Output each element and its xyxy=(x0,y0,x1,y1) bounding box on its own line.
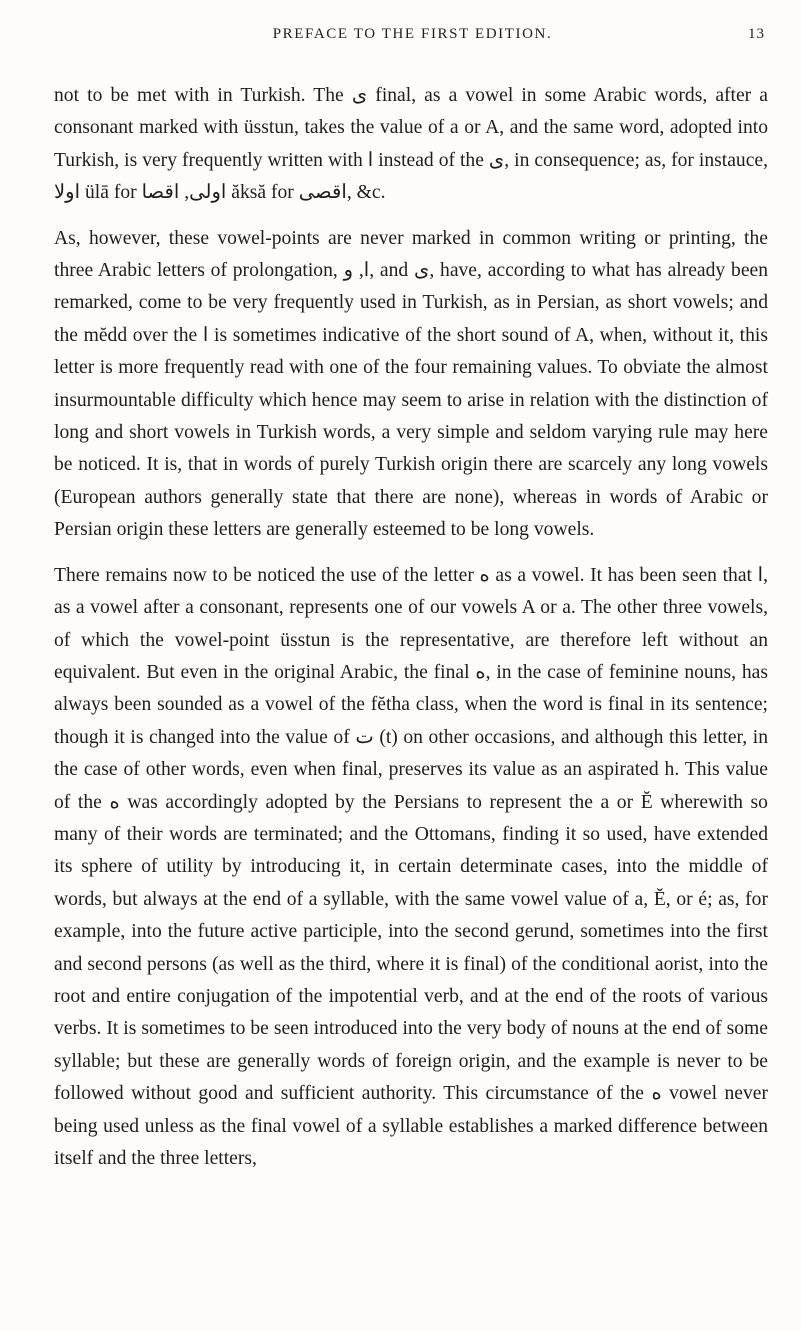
paragraph: As, however, these vowel-points are never marked in common writing or printing, the three Arabic letters of prolongation, ا, و, and ى, have, according to what has already been remarked, come to be very frequently used in Turkish, as in Persian, as short vowels; and the mĕdd over the ا is sometimes indicative of the short sound of A, when, without it, this letter is more frequently read with one of the four remaining values. To obviate the almost insurmountable difficulty which hence may seem to arise in relation with the distinction of long and short vowels in Turkish words, a very simple and seldom varying rule may here be noticed. It is, that in words of purely Turkish origin there are scarcely any long vowels (European authors generally state that there are none), whereas in words of Arabic or Persian origin these letters are generally esteemed to be long vowels. xyxy=(54,227,769,541)
paragraph: not to be met with in Turkish. The ى final, as a vowel in some Arabic words, after a consonant marked with üsstun, takes the value of a or A, and the same word, adopted into Turkish, is very frequently written with ا instead of the ى, in consequence; as, for instauce, اولا ülā for اولى, اقصا ăksă for اقصى, &c. xyxy=(54,85,768,204)
running-head: PREFACE TO THE FIRST EDITION. xyxy=(272,26,553,42)
body-text xyxy=(54,80,768,1175)
paragraph: There remains now to be noticed the use of the letter ه as a vowel. It has been seen that ا, as a vowel after a consonant, represents one of our vowels A or a. The other three vowels, of which the vowel-point üsstun is the representative, are therefore left without an equivalent. But even in the original Arabic, the final ه, in the case of feminine nouns, has always been sounded as a vowel of the fĕtha class, when the word is final in its sentence; though it is changed into the value of ت (t) on other occasions, and although this letter, in the case of other words, even when final, preserves its value as an aspirated h. This value of the ه was accordingly adopted by the Persians to represent the a or Ĕ wherewith so many of their words are terminated; and the Ottomans, finding it so used, have extended its sphere of utility by introducing it, in certain determinate cases, into the middle of words, but always at the end of a syllable, with the same vowel value of a, Ĕ, or é; as, for example, into the future active participle, into the second gerund, sometimes into the first and second persons (as well as the third, where it is final) of the conditional aorist, into the root and entire conjugation of the impotential verb, and at the end of the roots of various verbs. It is sometimes to be seen introduced into the very body of nouns at the end of some syllable; but these are generally words of foreign origin, and the example is never to be followed without good and sufficient authority. This circumstance of the ه vowel never being used unless as the final vowel of a syllable establishes a marked difference between itself and the three letters, xyxy=(54,564,768,1169)
page-header xyxy=(60,26,765,50)
page-number: 13 xyxy=(748,26,765,42)
